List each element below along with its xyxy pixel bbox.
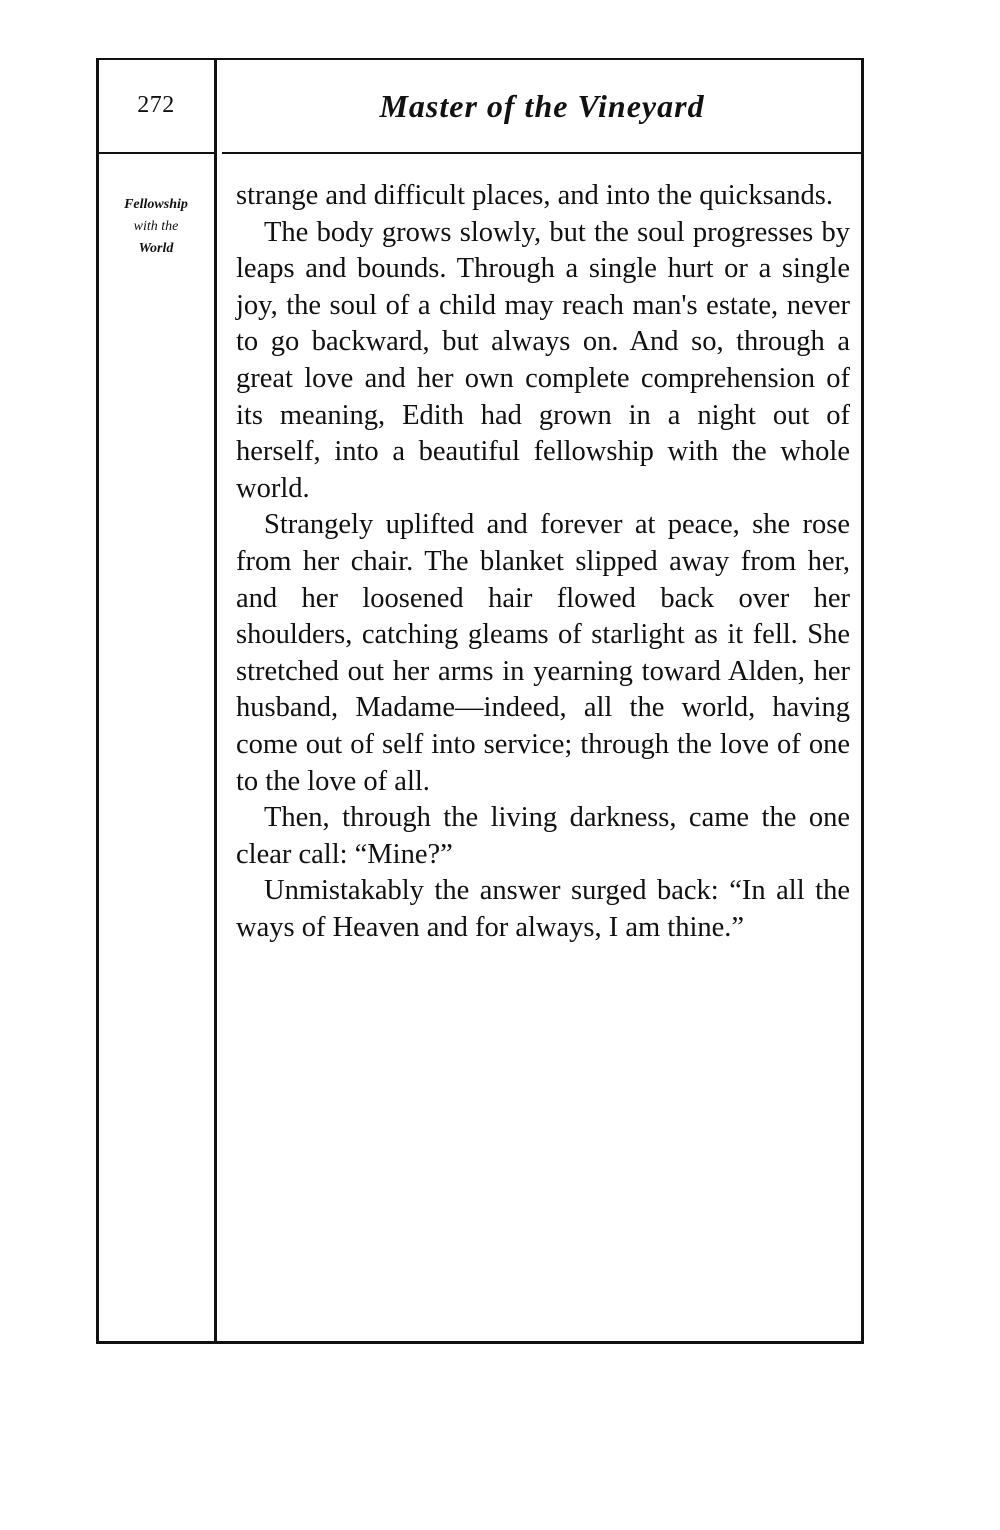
header-rule-left (96, 152, 216, 154)
header-rule-right (222, 152, 864, 154)
page-number: 272 (137, 92, 175, 118)
body-text (236, 178, 850, 946)
paragraph: strange and difficult places, and into the quicksands. (236, 180, 834, 211)
paragraph: Then, through the living darkness, came the one clear call: “Mine?” (236, 802, 850, 870)
paragraph: Strangely uplifted and forever at peace, she rose from her chair. The blanket slipped away from her, and her loosened hair flowed back over her shoulders, catching gleams of starlight as it fell. She stretched out her arms in yearning toward Alden, her husband, Madame—indeed, all the world, having come out of self into service; through the love of one to the love of all. (236, 509, 850, 797)
margin-rule (214, 58, 217, 1344)
paragraph: The body grows slowly, but the soul progresses by leaps and bounds. Through a single hurt or a single joy, the soul of a child may reach man's estate, never to go backward, but always on. And so, through a great love and her own complete comprehension of its meaning, Edith had grown in a night out of herself, into a beautiful fellowship with the whole world. (236, 216, 850, 504)
marginal-note-line: with the (133, 219, 179, 234)
running-title: Master of the Vineyard (379, 88, 705, 124)
paragraph: Unmistakably the answer surged back: “In all the ways of Heaven and for always, I am thine.” (236, 875, 850, 943)
marginal-note-line: Fellowship (124, 197, 188, 212)
marginal-note-line: World (138, 241, 174, 256)
marginal-note (98, 194, 214, 260)
